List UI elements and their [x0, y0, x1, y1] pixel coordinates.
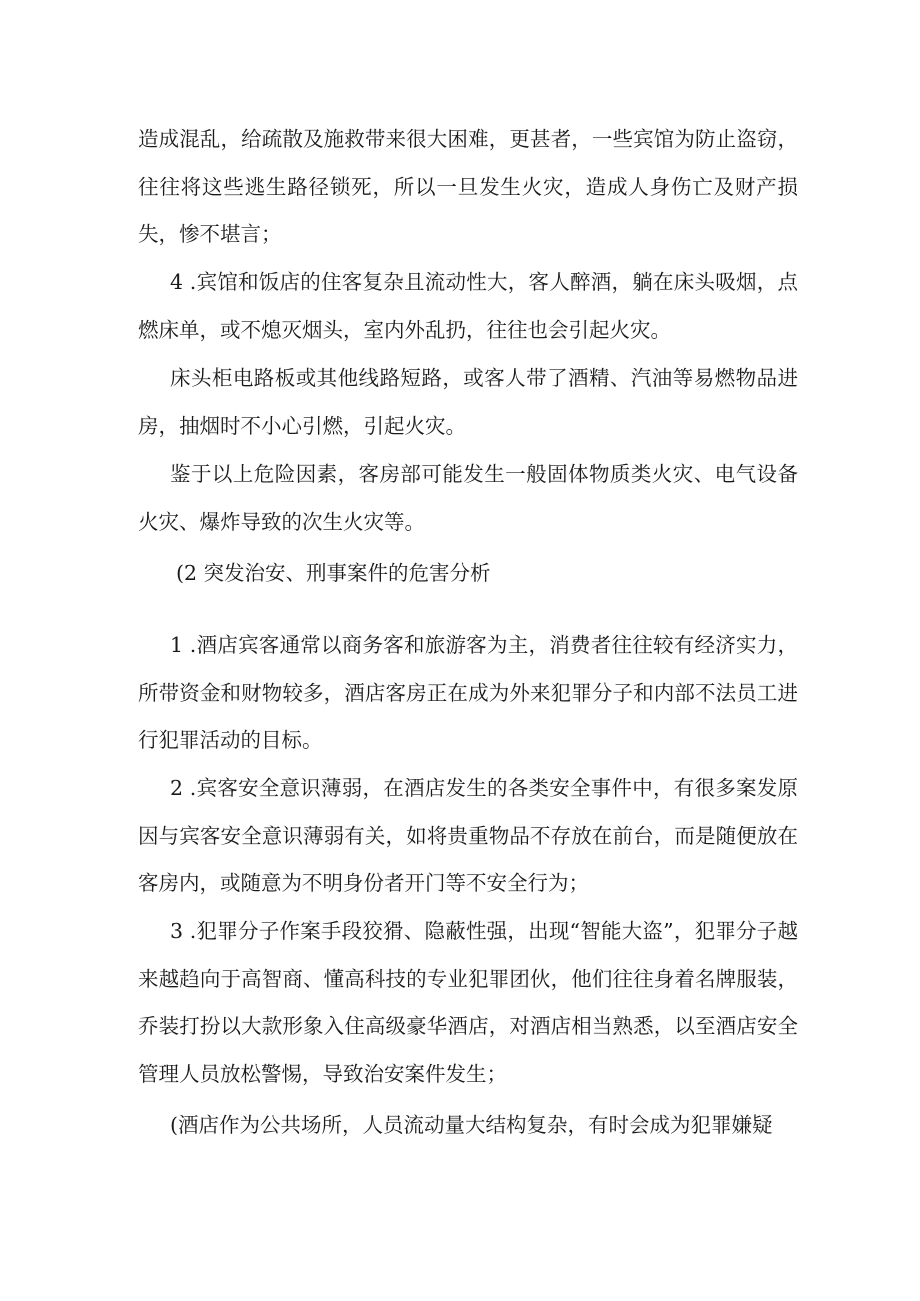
paragraph-fire-escape-routes: 造成混乱，给疏散及施救带来很大困难，更甚者，一些宾馆为防止盗窃，往往将这些逃生路径锁死，所以一旦发生火灾，造成人身伤亡及财产损失，惨不堪言；	[138, 127, 798, 246]
paragraph-item-2-safety-awareness: 2 .宾客安全意识薄弱，在酒店发生的各类安全事件中，有很多案发原因与宾客安全意识薄弱有关，如将贵重物品不存放在前台，而是随便放在客房内，或随意为不明身份者开门等不安全行为；	[138, 776, 798, 895]
section-heading-security-cases: (2 突发治安、刑事案件的危害分析	[176, 561, 491, 585]
paragraph-public-place: (酒店作为公共场所，人员流动量大结构复杂，有时会成为犯罪嫌疑	[170, 1113, 773, 1137]
paragraph-item-1-business-guests: 1 .酒店宾客通常以商务客和旅游客为主，消费者往往较有经济实力，所带资金和财物较多，酒店客房正在成为外来犯罪分子和内部不法员工进行犯罪活动的目标。	[138, 633, 798, 752]
paragraph-item-3-criminals: 3 .犯罪分子作案手段狡猾、隐蔽性强，出现“智能大盗”，犯罪分子越来越趋向于高智商、懂高科技的专业犯罪团伙，他们往往身着名牌服装，乔装打扮以大款形象入住高级豪华酒店，对酒店相当熟悉，以至酒店安全管理人员放松警惕，导致治安案件发生；	[138, 919, 798, 1086]
paragraph-fire-types-summary: 鉴于以上危险因素，客房部可能发生一般固体物质类火灾、电气设备火灾、爆炸导致的次生火灾等。	[138, 462, 798, 534]
paragraph-bedside-circuit: 床头柜电路板或其他线路短路，或客人带了酒精、汽油等易燃物品进房，抽烟时不小心引燃，引起火灾。	[138, 366, 798, 438]
paragraph-item-4-guests: 4 .宾馆和饭店的住客复杂且流动性大，客人醉酒，躺在床头吸烟，点燃床单，或不熄灭烟头，室内外乱扔，往往也会引起火灾。	[138, 270, 798, 342]
